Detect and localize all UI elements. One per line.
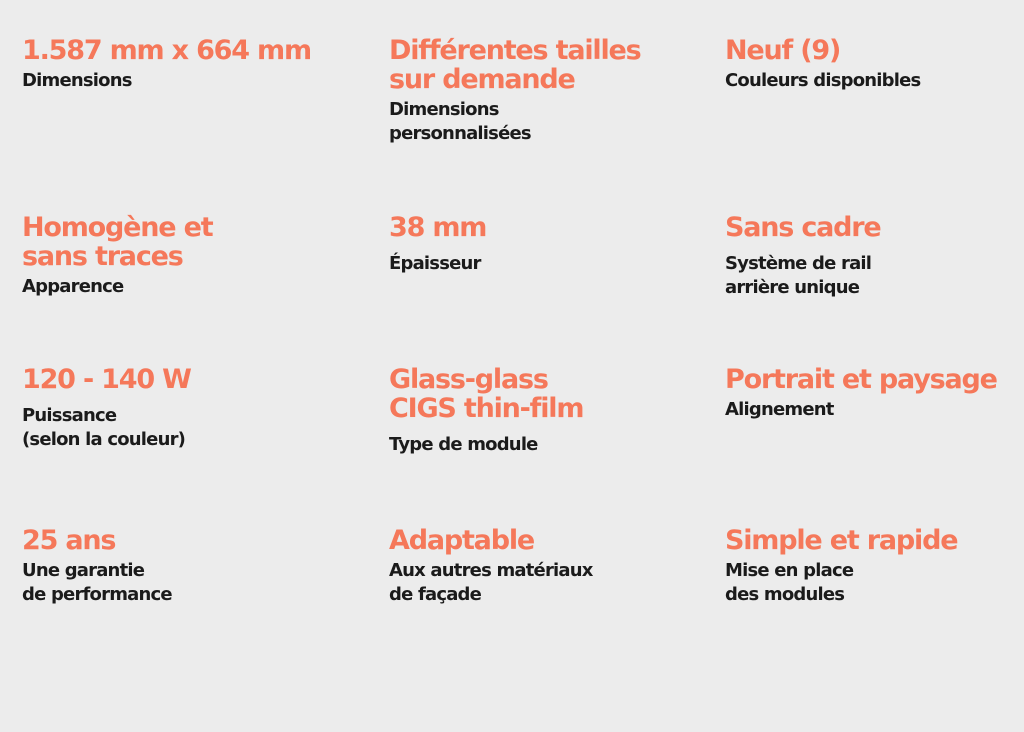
spec-value: Portrait et paysage [725, 364, 997, 395]
spec-value: Sans cadre [725, 212, 881, 243]
spec-label: Aux autres matériaux de façade [389, 560, 593, 605]
spec-value: Différentes tailles sur demande [389, 35, 641, 95]
spec-frameless [725, 213, 1024, 300]
spec-label: Couleurs disponibles [725, 70, 921, 91]
spec-appearance [22, 213, 322, 299]
spec-value: Simple et rapide [725, 525, 958, 556]
spec-value: Homogène et sans traces [22, 212, 213, 272]
spec-label: Une garantie de performance [22, 560, 172, 605]
spec-label: Dimensions [22, 70, 132, 91]
spec-dimensions [22, 36, 322, 93]
spec-custom-dimensions [389, 36, 689, 146]
spec-label: Mise en place des modules [725, 560, 854, 605]
spec-label: Puissance (selon la couleur) [22, 405, 186, 450]
spec-value: Neuf (9) [725, 35, 841, 66]
spec-alignment [725, 365, 1024, 422]
spec-value: 120 - 140 W [22, 364, 191, 395]
spec-value: 25 ans [22, 525, 116, 556]
spec-value: Adaptable [389, 525, 534, 556]
spec-warranty [22, 526, 322, 607]
spec-label: Épaisseur [389, 253, 481, 274]
spec-power [22, 365, 322, 452]
spec-adaptable [389, 526, 689, 607]
spec-module-type [389, 365, 689, 457]
spec-label: Apparence [22, 276, 124, 297]
spec-value: Glass-glass CIGS thin-film [389, 364, 584, 424]
spec-label: Système de rail arrière unique [725, 253, 872, 298]
spec-label: Type de module [389, 434, 538, 455]
spec-label: Dimensions personnalisées [389, 99, 531, 144]
spec-value: 38 mm [389, 212, 487, 243]
spec-colors [725, 36, 1024, 93]
spec-installation [725, 526, 1024, 607]
spec-thickness [389, 213, 689, 276]
spec-label: Alignement [725, 399, 834, 420]
spec-value: 1.587 mm x 664 mm [22, 35, 311, 66]
